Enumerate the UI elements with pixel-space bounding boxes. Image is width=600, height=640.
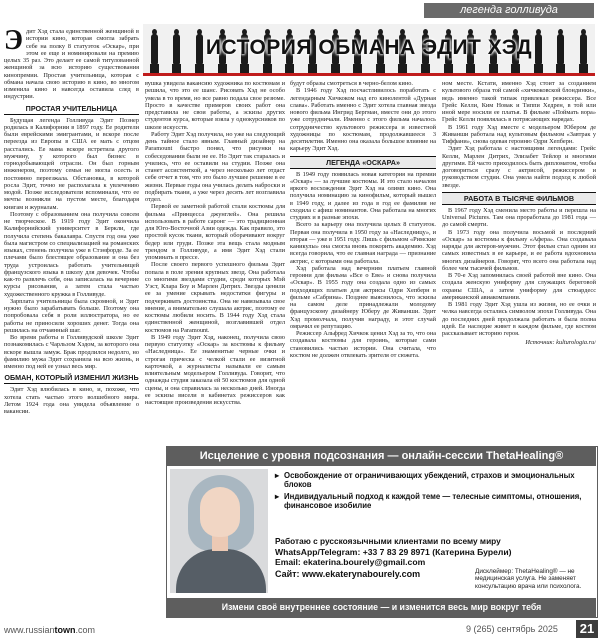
footer-site-bold: town xyxy=(54,625,76,635)
paragraph: Работу Эдит Хэд получила, но уже на следующий день тайное стало явным. Главный дизайнер на Paramount быстро понял, что рисунки на собеседовании были не ее. Но Эдит так старалась и учились, что ее оставили на студии. Позже она станет ассистенткой, а через несколько лет отдаст себе отчет в том, что это было лучшее решение в ее жизни. Первые годы она училась делать наброски и подбирать ткани, а уже через десять лет возглавила отдел. xyxy=(145,130,285,203)
ad-website-link[interactable]: Сайт: www.ekaterynabourely.com xyxy=(275,568,421,579)
paragraph: В 70-е Хэд запомнилась своей работой вне кино. Она создала женскую униформу для служащих береговой охраны США, а затем униформу для стюардесс американской авиакомпании. xyxy=(442,272,596,301)
paragraph: Хэд работала над вечерним платьем главной героини для фильма «Все о Еве» и снова получила «Оскар». В 1955 году она создала одно из самых подходящих платьев для актрисы Одри Хепберн в фильме «Сабрина». Позднее выяснилось, что эскизы на самом деле принадлежали молодому французскому дизайнеру Юберу де Живанши. Эдит Хэд промолчала, получив награду, и этот случай омрачил ее репутацию. xyxy=(290,264,436,330)
paragraph: будут образы смотреться в черно-белом кино. xyxy=(290,80,413,87)
paragraph: Всего за карьеру она получила целых 8 статуэток. Первая она получила в 1950 году за «Наследницу», и вторая — уже в 1951 году. Лишь с фильмом «Римские каникулы» она смогла вновь покорить академию. Хэд всегда говорила, что ее главная награда — признание актрис, с которыми она работала. xyxy=(290,221,436,265)
paragraph: Зарплата учительницы была скромной, и Эдит нужно было зарабатывать больше. Поэтому она попробовала себя в роли иллюстратора, но ее работы не приносили хороших денег. Тогда она решилась на отчаянный шаг. xyxy=(4,297,139,334)
article-source: Источник: kulturologia.ru/ xyxy=(525,339,596,347)
article-column-3 xyxy=(290,80,436,444)
paragraph: Первой ее заметной работой стали костюмы для фильма «Принцесса джунглей». Она решила использовать в работе саронг — это традиционная для Юго-Восточной Азии одежда. Как правило, это простой кусок ткани, который оборачивают вокруг бедер или груди. Позже эта вещь стала модным трендом в Голливуде, а имя Эдит Хэд стали упоминать в прессе. xyxy=(145,203,285,261)
paragraph: Во время работы в Голливудской школе Эдит познакомилась с Чарльзом Хэдом, за которого она вскоре вышла замуж. Брак продлился недолго, но фамилию мужа Эдит сохранила на всю жизнь, и именно под ней ее узнал весь мир. xyxy=(4,334,139,370)
paragraph: В 1946 году Хэд посчастливилось поработать с легендарным Хичкоком над его кинолентой «Дурная слава». Работать именно с Эдит хотела главная звезда нового фильма Ингрид Бергман, вместе они до этого уже сотрудничали. Именно с этого фильма началось сотрудничество культового режиссера и известной художницы по костюмам, продолжавшееся 3 десятилетия. Именно она оказала большое влияние на карьеру Эдит Хэд. xyxy=(290,87,436,153)
paragraph: В 1973 году она получила восьмой и последний «Оскар» за костюмы к фильму «Афера». Она создавала наряды для актеров-мужчин. Этот фильм стал одним из самых известных в ее карьере, и ее работа вдохновила многих дизайнеров. Говорят, что всего она работала над более чем тысячей фильмов. xyxy=(442,228,596,272)
paragraph: вушка увидела вакансию художника по костюмам и решила, что это ее шанс. Рисовать Хэд не особо умела в то время, но все равно подала свое резюме. Просто в качестве примеров своих работ она представила не свои работы, а эскизы других студентов курса, которые взяла у однокурсников по школе искусств. xyxy=(145,80,285,131)
paragraph: ном месте. Кстати, именно Хэд стоит за созданием культового образа той самой «хичкоковской блондинки», ведь именно такой типаж привлекал режиссера. Все Грейс Келли, Ким Новак и Типпи Хедрен, в той или иной мере носили ее платья. В фильме «Поймать вора» Грейс Келли появлялась в потрясающих нарядах. xyxy=(442,80,596,124)
ad-benefit-item: ▸ Индивидуальный подход к каждой теме — телесные симптомы, отношения, финансовое изобилие xyxy=(275,492,593,511)
subhead-thousand-films: РАБОТА В ТЫСЯЧЕ ФИЛЬМОВ xyxy=(442,192,596,205)
article-lead: дит Хэд стала единственной женщиной в истории кино, которая смогла забрать себе на полку 8 статуэток «Оскар», при этом ее еще и номинировали на премию целых 35 раз. Это делает ее самой титулованной женщиной за всю историю существования кинопремии. Простая учительница, которая с обмана начала свою историю в кино, во многом изменила кино и навсегда оставила след в индустрии. xyxy=(4,28,139,101)
footer-site-prefix: www.russian xyxy=(4,625,55,635)
article-column-1 xyxy=(4,28,139,540)
footer-site-url[interactable] xyxy=(4,625,95,635)
paragraph: Эдит Хэд влюбилась в кино, и, похоже, что хотела стать частью этого волшебного мира. Летом 1924 года она увидела объявление о вакансии. xyxy=(4,386,139,415)
paragraph: Эдит Хэд работала с настоящими легендами: Грейс Келли, Марлен Дитрих, Элизабет Тейлор и многими другими. Ей часто приходилось быть дипломатом, чтобы договориться сразу с актрисой, режиссером и руководством студии. Она умела найти подход к любой звезде. xyxy=(442,145,596,189)
ad-disclaimer: Дисклеймер: ThetaHealing® — не медицинская услуга. Не заменяет консультацию врача или психолога. xyxy=(475,568,582,590)
subhead-deception: ОБМАН, КОТОРЫЙ ИЗМЕНИЛ ЖИЗНЬ xyxy=(4,373,139,383)
paragraph: В 1961 году Хэд вместе с модельером Юбером де Живанши работала над культовым фильмом «Завтрак у Тиффани», снова одевая героиню Одри Хепберн. xyxy=(442,123,596,145)
page-header xyxy=(0,0,600,22)
subhead-teacher: ПРОСТАЯ УЧИТЕЛЬНИЦА xyxy=(4,104,139,115)
ad-benefit-item: ▸ Освобождение от ограничивающих убеждений, страхов и эмоциональных блоков xyxy=(275,471,593,490)
ad-phone[interactable]: WhatsApp/Telegram: +33 7 83 29 8971 (Катерина Бурели) xyxy=(275,546,512,557)
page-number: 21 xyxy=(576,620,598,638)
paragraph: В 1981 году Эдит Хэд ушла из жизни, но ее очки и челка навсегда остались символом эпохи Голливуда. Она до последних дней продолжала работать и была полна идей. Ее наследие живет в каждом фильме, где костюм рассказывает историю героя. xyxy=(442,301,596,337)
dropcap: Э xyxy=(4,28,23,56)
paragraph: В 1949 году Эдит Хэд, наконец, получила свою первую статуэтку «Оскар» за костюмы к фильму «Наследница». Ее знаменитые черные очки и строгая прическа с челкой стали ее визитной карточкой, а журналисты называли ее самым влиятельным модельером Голливуда. Говорят, что однажды студия заказала ей 50 костюмов для одной сцены, и она справилась за несколько дней. Иногда ее эскизы висели в кабинетах режиссеров как настоящие произведения искусства. xyxy=(145,333,285,406)
subhead-oscar-legend: ЛЕГЕНДА «ОСКАРА» xyxy=(290,156,436,169)
footer-issue: 9 (265) сентябрь 2025 xyxy=(466,624,558,634)
section-tag: легенда голливуда xyxy=(424,3,594,18)
article-column-2-spacer xyxy=(145,446,163,618)
ad-portrait-photo xyxy=(170,469,268,593)
article-title: ИСТОРИЯ ОБМАНА ЭДИТ ХЭД xyxy=(205,36,533,59)
paragraph: Поэтому с образованием она получила совсем не творческое. В 1919 году Эдит окончила Калифорнийский университет в Беркли, где получила степень бакалавра. Спустя год она уже была магистром со специализацией на романских языках, стенень получила уже в Стэнфорде. За ее плечами было блестящее образование и она без труда устроилась работать учительницей французского языка в школу для девочек. Чтобы как-то развлечь себя, она записалась на вечерние курсы рисования, а затем стала частью художественного кружка в Голливуде. xyxy=(4,210,139,298)
paragraph: После своего первого успешного фильма Эдит попала в поле зрения крупных звезд. Она работала со многими звездами студии, среди которых Мэй Уэст, Клара Боу и Марлен Дитрих. Звезды ценили ее за умение скрывать недостатки фигуры и подчеркивать достоинства. Она не навязывала свое мнение, а внимательно слушала актрис, поэтому ее костюмы любили носить. В 1944 году Хэд стала единственной женщиной, возглавившей отдел костюмов на Paramount. xyxy=(145,261,285,334)
ad-email[interactable]: Email: ekaterina.bourely@gmail.com xyxy=(275,557,426,567)
ad-title: Исцеление с уровня подсознания — онлайн-сессии ThetaHealing® xyxy=(167,447,596,466)
ad-benefits-list xyxy=(275,471,593,512)
paragraph: В 1949 году появилась новая категория на премии «Оскар» — за лучшие костюмы. И это стало началом яркого восхождения Эдит Хэд на олимп кино. Она получила номинацию за кинофильм, который вышел в 1949 году, и далее из года в год ее фамилия не сходила с афиш номинантов. Она работала на многих студиях и в разные эпохи. xyxy=(290,170,436,221)
thetahealing-advertisement xyxy=(166,446,598,618)
ad-contact-lead: Работаю с русскоязычными клиентами по всему миру xyxy=(275,536,501,546)
article-column-4 xyxy=(442,80,596,442)
paragraph: Режиссер Альфред Хичкок ценил Хэд за то, что она создавала костюмы для героинь, которые сами становились частью истории. Она считала, что костюм не должен отвлекать зрителя от сюжета. xyxy=(290,330,436,359)
footer-site-suffix: .com xyxy=(75,625,96,635)
paragraph: Будущая легенда Голливуда Эдит Познер родилась в Калифорнии в 1897 году. Ее родители были еврейскими эмигрантами, и вскоре после переезда из Европы в США ее мать с отцом расстались. Ее мама вскоре встретила другого мужчину, у которого был бизнес в горнодобывающей отрасли. Он был горным инженером, поэтому семья не могла осесть и постоянно переезжала. Обстановка, в которой росла Эдит, точно не располагала к увлечению модой. Позже исследователи вспоминали, что ее мечты возникли на пустом месте, благодаря книгам и журналам. xyxy=(4,116,139,211)
ad-footer-slogan: Измени своё внутреннее состояние — и изменится весь мир вокруг тебя xyxy=(167,598,596,617)
title-banner xyxy=(143,24,595,76)
article-column-2 xyxy=(145,80,285,444)
paragraph: В 1967 году Хэд сменила место работы и перешла на Universal Pictures. Там она проработала до 1981 года — до самой смерти. xyxy=(442,206,596,229)
